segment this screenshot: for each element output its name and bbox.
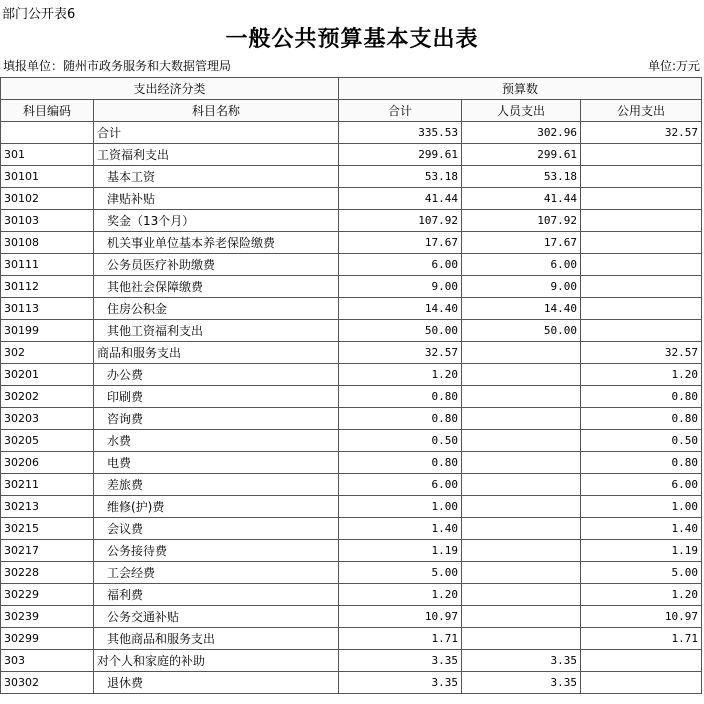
row-total-cell: 1.40 <box>339 518 462 540</box>
header-col-total: 合计 <box>339 100 462 122</box>
row-personnel-cell <box>462 606 581 628</box>
row-code-cell <box>1 122 94 144</box>
row-total-cell: 0.50 <box>339 430 462 452</box>
reporting-unit: 填报单位：随州市政务服务和大数据管理局 <box>3 59 232 73</box>
row-code-cell: 30302 <box>1 672 94 694</box>
row-personnel-cell <box>462 474 581 496</box>
row-total-cell: 50.00 <box>339 320 462 342</box>
row-code-cell: 30202 <box>1 386 94 408</box>
row-public-cell <box>581 166 702 188</box>
table-row <box>1 254 702 276</box>
table-row <box>1 562 702 584</box>
row-personnel-cell <box>462 364 581 386</box>
row-total-cell: 3.35 <box>339 650 462 672</box>
row-name-cell: 住房公积金 <box>94 298 339 320</box>
row-public-cell: 6.00 <box>581 474 702 496</box>
row-public-cell <box>581 298 702 320</box>
budget-table <box>0 77 702 694</box>
row-public-cell: 1.20 <box>581 364 702 386</box>
row-total-cell: 0.80 <box>339 408 462 430</box>
table-row <box>1 474 702 496</box>
row-public-cell: 1.00 <box>581 496 702 518</box>
row-total-cell: 6.00 <box>339 474 462 496</box>
row-personnel-cell: 299.61 <box>462 144 581 166</box>
row-name-cell: 基本工资 <box>94 166 339 188</box>
row-public-cell <box>581 210 702 232</box>
row-code-cell: 30228 <box>1 562 94 584</box>
row-name-cell: 其他工资福利支出 <box>94 320 339 342</box>
row-public-cell: 10.97 <box>581 606 702 628</box>
row-personnel-cell <box>462 452 581 474</box>
table-row <box>1 320 702 342</box>
row-name-cell: 维修(护)费 <box>94 496 339 518</box>
row-name-cell: 办公费 <box>94 364 339 386</box>
row-personnel-cell: 107.92 <box>462 210 581 232</box>
row-code-cell: 30213 <box>1 496 94 518</box>
row-public-cell: 0.50 <box>581 430 702 452</box>
row-code-cell: 30203 <box>1 408 94 430</box>
table-row <box>1 210 702 232</box>
table-row <box>1 606 702 628</box>
row-name-cell: 公务交通补贴 <box>94 606 339 628</box>
row-public-cell: 1.20 <box>581 584 702 606</box>
row-name-cell: 水费 <box>94 430 339 452</box>
row-name-cell: 商品和服务支出 <box>94 342 339 364</box>
row-public-cell <box>581 320 702 342</box>
row-personnel-cell: 50.00 <box>462 320 581 342</box>
table-row <box>1 584 702 606</box>
table-row <box>1 276 702 298</box>
row-public-cell <box>581 276 702 298</box>
row-personnel-cell <box>462 540 581 562</box>
table-row <box>1 144 702 166</box>
row-code-cell: 30299 <box>1 628 94 650</box>
row-personnel-cell: 14.40 <box>462 298 581 320</box>
row-public-cell <box>581 144 702 166</box>
row-personnel-cell <box>462 386 581 408</box>
row-name-cell: 工资福利支出 <box>94 144 339 166</box>
row-name-cell: 退休费 <box>94 672 339 694</box>
row-public-cell: 1.19 <box>581 540 702 562</box>
row-personnel-cell: 53.18 <box>462 166 581 188</box>
row-total-cell: 14.40 <box>339 298 462 320</box>
row-code-cell: 30239 <box>1 606 94 628</box>
row-public-cell: 1.40 <box>581 518 702 540</box>
row-public-cell: 0.80 <box>581 452 702 474</box>
row-code-cell: 30206 <box>1 452 94 474</box>
row-personnel-cell: 3.35 <box>462 672 581 694</box>
row-total-cell: 6.00 <box>339 254 462 276</box>
row-name-cell: 印刷费 <box>94 386 339 408</box>
row-public-cell: 32.57 <box>581 122 702 144</box>
row-public-cell: 0.80 <box>581 386 702 408</box>
row-name-cell: 会议费 <box>94 518 339 540</box>
row-personnel-cell <box>462 342 581 364</box>
row-personnel-cell <box>462 562 581 584</box>
table-row <box>1 452 702 474</box>
row-personnel-cell: 3.35 <box>462 650 581 672</box>
row-personnel-cell: 41.44 <box>462 188 581 210</box>
row-personnel-cell: 302.96 <box>462 122 581 144</box>
row-total-cell: 1.20 <box>339 584 462 606</box>
table-row <box>1 386 702 408</box>
row-code-cell: 30102 <box>1 188 94 210</box>
row-public-cell <box>581 254 702 276</box>
row-total-cell: 1.71 <box>339 628 462 650</box>
row-name-cell: 合计 <box>94 122 339 144</box>
page-title: 一般公共预算基本支出表 <box>225 26 479 52</box>
table-row <box>1 518 702 540</box>
row-code-cell: 30229 <box>1 584 94 606</box>
row-personnel-cell <box>462 496 581 518</box>
row-total-cell: 1.00 <box>339 496 462 518</box>
row-name-cell: 机关事业单位基本养老保险缴费 <box>94 232 339 254</box>
row-total-cell: 299.61 <box>339 144 462 166</box>
row-name-cell: 公务接待费 <box>94 540 339 562</box>
header-group-row <box>1 78 702 100</box>
row-name-cell: 公务员医疗补助缴费 <box>94 254 339 276</box>
row-personnel-cell <box>462 430 581 452</box>
row-name-cell: 其他社会保障缴费 <box>94 276 339 298</box>
row-code-cell: 30215 <box>1 518 94 540</box>
row-code-cell: 302 <box>1 342 94 364</box>
row-code-cell: 30205 <box>1 430 94 452</box>
row-code-cell: 30101 <box>1 166 94 188</box>
table-row <box>1 232 702 254</box>
row-name-cell: 奖金（13个月） <box>94 210 339 232</box>
row-total-cell: 0.80 <box>339 452 462 474</box>
row-code-cell: 301 <box>1 144 94 166</box>
row-total-cell: 1.19 <box>339 540 462 562</box>
row-personnel-cell <box>462 628 581 650</box>
row-personnel-cell: 17.67 <box>462 232 581 254</box>
row-total-cell: 107.92 <box>339 210 462 232</box>
row-public-cell: 1.71 <box>581 628 702 650</box>
header-col-public: 公用支出 <box>581 100 702 122</box>
row-total-cell: 5.00 <box>339 562 462 584</box>
table-row <box>1 298 702 320</box>
row-name-cell: 其他商品和服务支出 <box>94 628 339 650</box>
row-total-cell: 17.67 <box>339 232 462 254</box>
row-code-cell: 30211 <box>1 474 94 496</box>
row-name-cell: 福利费 <box>94 584 339 606</box>
row-code-cell: 30112 <box>1 276 94 298</box>
row-personnel-cell <box>462 518 581 540</box>
row-total-cell: 335.53 <box>339 122 462 144</box>
row-code-cell: 30111 <box>1 254 94 276</box>
row-name-cell: 咨询费 <box>94 408 339 430</box>
table-row <box>1 496 702 518</box>
table-row <box>1 122 702 144</box>
row-personnel-cell <box>462 408 581 430</box>
table-row <box>1 364 702 386</box>
row-public-cell <box>581 232 702 254</box>
header-economic-classification: 支出经济分类 <box>1 78 339 100</box>
row-total-cell: 0.80 <box>339 386 462 408</box>
table-row <box>1 430 702 452</box>
row-total-cell: 53.18 <box>339 166 462 188</box>
row-total-cell: 1.20 <box>339 364 462 386</box>
table-row <box>1 342 702 364</box>
row-total-cell: 41.44 <box>339 188 462 210</box>
row-public-cell: 32.57 <box>581 342 702 364</box>
row-public-cell <box>581 650 702 672</box>
row-code-cell: 303 <box>1 650 94 672</box>
row-name-cell: 电费 <box>94 452 339 474</box>
table-row <box>1 188 702 210</box>
header-col-code: 科目编码 <box>1 100 94 122</box>
row-code-cell: 30113 <box>1 298 94 320</box>
row-code-cell: 30217 <box>1 540 94 562</box>
table-row <box>1 540 702 562</box>
header-column-row <box>1 100 702 122</box>
header-col-personnel: 人员支出 <box>462 100 581 122</box>
row-total-cell: 10.97 <box>339 606 462 628</box>
row-name-cell: 津贴补贴 <box>94 188 339 210</box>
row-code-cell: 30199 <box>1 320 94 342</box>
row-code-cell: 30103 <box>1 210 94 232</box>
row-personnel-cell: 9.00 <box>462 276 581 298</box>
row-code-cell: 30201 <box>1 364 94 386</box>
table-row <box>1 408 702 430</box>
row-public-cell: 5.00 <box>581 562 702 584</box>
row-personnel-cell: 6.00 <box>462 254 581 276</box>
row-name-cell: 差旅费 <box>94 474 339 496</box>
row-name-cell: 工会经费 <box>94 562 339 584</box>
header-budget-amount: 预算数 <box>339 78 702 100</box>
row-personnel-cell <box>462 584 581 606</box>
row-total-cell: 3.35 <box>339 672 462 694</box>
table-row <box>1 628 702 650</box>
corner-label: 部门公开表6 <box>2 7 76 22</box>
row-public-cell <box>581 672 702 694</box>
row-code-cell: 30108 <box>1 232 94 254</box>
row-public-cell: 0.80 <box>581 408 702 430</box>
table-row <box>1 650 702 672</box>
header-col-name: 科目名称 <box>94 100 339 122</box>
row-total-cell: 9.00 <box>339 276 462 298</box>
table-row <box>1 166 702 188</box>
row-name-cell: 对个人和家庭的补助 <box>94 650 339 672</box>
currency-unit: 单位:万元 <box>647 59 700 73</box>
row-public-cell <box>581 188 702 210</box>
table-row <box>1 672 702 694</box>
row-total-cell: 32.57 <box>339 342 462 364</box>
